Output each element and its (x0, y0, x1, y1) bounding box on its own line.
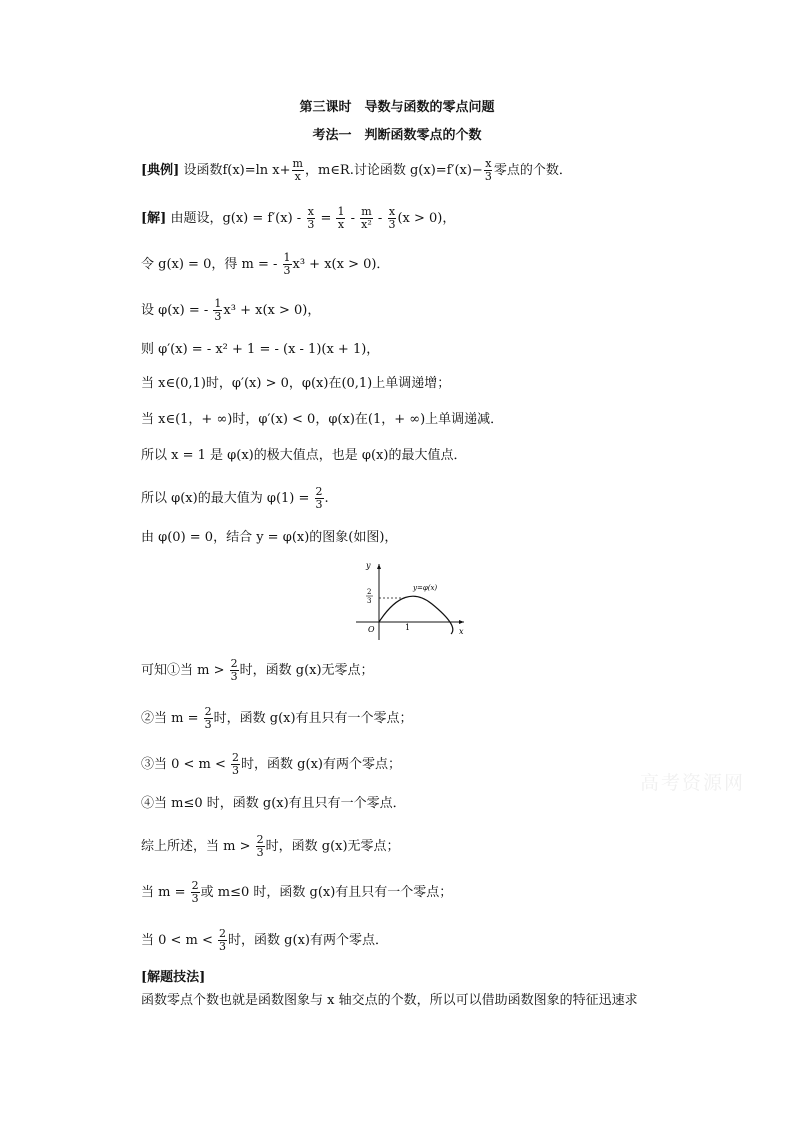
solution-line-6: 当 x∈(1，+ ∞)时，φ′(x) < 0，φ(x)在(1，+ ∞)上单调递减． (141, 412, 504, 427)
case-line-4: ④当 m≤0 时，函数 g(x)有且只有一个零点． (141, 796, 406, 811)
function-graph (350, 560, 470, 644)
x-axis-arrow (459, 620, 464, 624)
tips-tag: [解题技法] (141, 970, 206, 985)
example-tag: [典例] (141, 163, 180, 178)
example-func: f(x)=ln x+ (222, 163, 291, 178)
solution-line-4: 则 φ′(x) = - x² + 1 = - (x - 1)(x + 1)， (141, 342, 380, 357)
x-tick-label: 1 (405, 623, 411, 632)
fraction: $\frac{1}{3}$ (283, 251, 291, 277)
case-line-1: 可知①当 m > $\frac{2}{3}$ 时，函数 g(x)无零点； (141, 657, 374, 683)
fraction: $\frac{x}{3}$ (484, 157, 492, 183)
fraction: $\frac{m}{\text{x²}}$ (361, 205, 372, 231)
fraction: $\frac{m}{x}$ (292, 157, 303, 183)
solution-line-2: 令 g(x) = 0，得 m = - $\frac{1}{3}$ x³ + x(x > 0)． (141, 251, 390, 277)
fraction: $\frac{x}{3}$ (307, 205, 315, 231)
fraction: $\frac{2}{3}$ (315, 485, 323, 511)
method-title: 考法一 判断函数零点的个数 (312, 128, 482, 143)
example-line (141, 158, 572, 183)
example-text: ，m∈R.讨论函数 g(x)=f′(x)− (304, 163, 483, 178)
fraction: $\frac{2}{3}$ (232, 751, 240, 777)
y-tick-denominator: 3 (367, 597, 372, 605)
y-tick-numerator: 2 (367, 588, 372, 596)
solution-line-1: [解] 由题设，g(x) = f′(x) - $\frac{x}{3}$ = $\frac{1}{x}$ - $\frac{m}{\text{x²}}$ - $\frac{x}{3}$ (x > 0)， (141, 205, 456, 231)
fraction: $\frac{x}{3}$ (388, 205, 396, 231)
solution-line-8: 所以 φ(x)的最大值为 φ(1) = $\frac{2}{3}$ . (141, 485, 329, 511)
summary-line-3: 当 0 < m < $\frac{2}{3}$ 时，函数 g(x)有两个零点． (141, 927, 388, 953)
solution-line-3: 设 φ(x) = - $\frac{1}{3}$ x³ + x(x > 0)， (141, 297, 321, 323)
solution-line-7: 所以 x = 1 是 φ(x)的极大值点，也是 φ(x)的最大值点． (141, 448, 467, 463)
solution-tag: [解] (141, 211, 167, 226)
example-text: 设函数 (183, 163, 223, 178)
x-axis-label: x (459, 627, 464, 636)
y-axis-arrow (377, 564, 381, 569)
case-line-2: ②当 m = $\frac{2}{3}$ 时，函数 g(x)有且只有一个零点； (141, 705, 413, 731)
lesson-title: 第三课时 导数与函数的零点问题 (299, 100, 495, 115)
fraction: $\frac{2}{3}$ (204, 705, 212, 731)
fraction: $\frac{2}{3}$ (230, 657, 238, 683)
curve-label: y=φ(x) (413, 584, 438, 592)
fraction: $\frac{2}{3}$ (256, 833, 264, 859)
example-text: 零点的个数． (493, 163, 572, 178)
curve-phi (379, 596, 453, 634)
fraction: $\frac{2}{3}$ (191, 879, 199, 905)
case-line-3: ③当 0 < m < $\frac{2}{3}$ 时，函数 g(x)有两个零点； (141, 751, 401, 777)
fraction: $\frac{1}{3}$ (214, 297, 222, 323)
y-axis-label: y (366, 561, 371, 570)
tips-text: 函数零点个数也就是函数图象与 x 轴交点的个数，所以可以借助函数图象的特征迅速求 (141, 993, 638, 1008)
fraction: $\frac{2}{3}$ (219, 927, 227, 953)
summary-line-2: 当 m = $\frac{2}{3}$ 或 m≤0 时，函数 g(x)有且只有一个零点； (141, 879, 453, 905)
origin-label: O (368, 625, 375, 634)
summary-line-1: 综上所述，当 m > $\frac{2}{3}$ 时，函数 g(x)无零点； (141, 833, 400, 859)
solution-line-9: 由 φ(0) = 0，结合 y = φ(x)的图象(如图)， (141, 530, 398, 545)
watermark: 高考资源网 (640, 772, 746, 794)
solution-line-5: 当 x∈(0,1)时，φ′(x) > 0，φ(x)在(0,1)上单调递增； (141, 376, 451, 391)
fraction: $\frac{1}{x}$ (337, 205, 345, 231)
